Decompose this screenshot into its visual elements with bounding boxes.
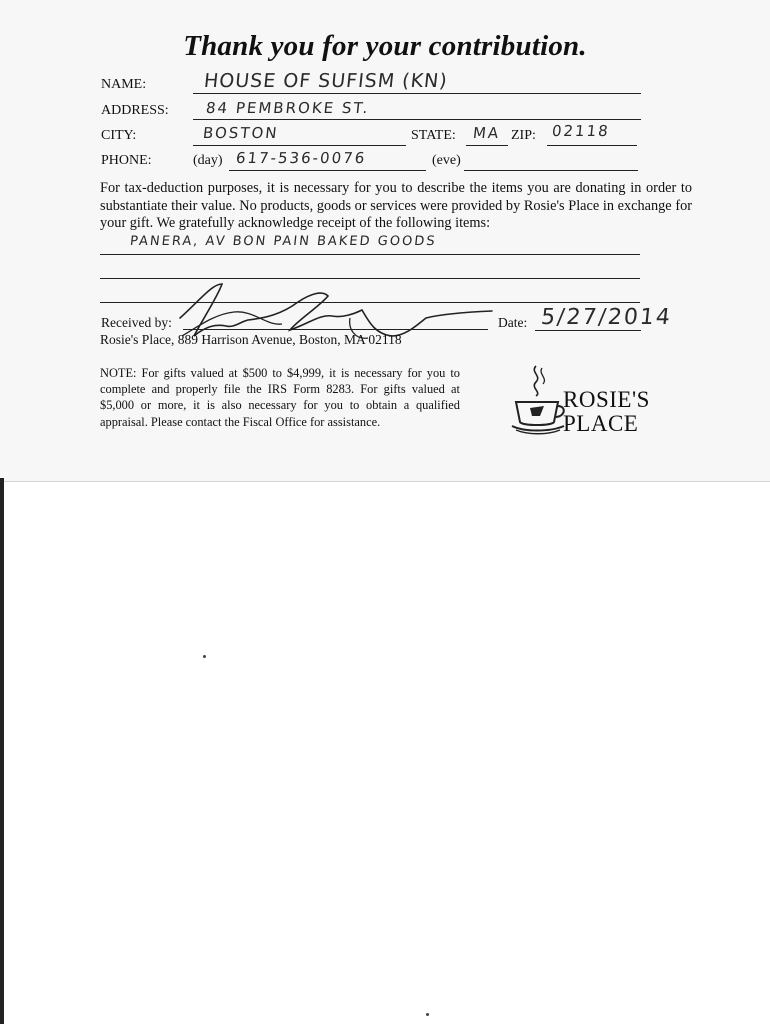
phone-day-label: (day) <box>193 153 223 168</box>
items-line-1 <box>100 254 640 255</box>
name-label: NAME: <box>101 77 147 92</box>
items-value: PANERA, AV BON PAIN BAKED GOODS <box>129 234 438 249</box>
phone-day-value: 617-536-0076 <box>235 149 368 167</box>
date-value: 5/27/2014 <box>539 305 674 330</box>
city-underline <box>193 145 406 146</box>
name-underline <box>193 93 641 94</box>
tax-deduction-paragraph: For tax-deduction purposes, it is necessary for you to describe the items you are donating in order to substantiate their value. No products, goods or services were provided by Rosie's Place in exchange for your gift. We gratefully acknowledge receipt of the following items: <box>100 180 692 231</box>
address-line: Rosie's Place, 889 Harrison Avenue, Boston, MA 02118 <box>100 332 402 347</box>
phone-day-underline <box>229 170 426 171</box>
coffee-cup-icon <box>508 362 566 436</box>
logo-text-line-1: ROSIE'S <box>563 387 650 412</box>
logo-text-line-2: PLACE <box>563 411 639 436</box>
state-underline <box>466 145 508 146</box>
address-value: 84 PEMBROKE ST. <box>205 99 371 117</box>
page-title: Thank you for your contribution. <box>183 30 587 62</box>
date-underline <box>535 330 641 331</box>
scan-speck <box>426 1013 429 1016</box>
page-edge-shadow <box>0 478 4 1024</box>
name-value: HOUSE OF SUFISM (KN) <box>202 70 449 92</box>
scan-speck <box>203 655 206 658</box>
zip-label: ZIP: <box>511 128 536 143</box>
zip-underline <box>547 145 637 146</box>
phone-eve-underline <box>464 170 638 171</box>
phone-label: PHONE: <box>101 153 152 168</box>
city-value: BOSTON <box>202 124 280 142</box>
address-label: ADDRESS: <box>101 103 169 118</box>
state-value: MA <box>472 124 502 142</box>
address-underline <box>193 119 641 120</box>
received-by-label: Received by: <box>101 315 172 330</box>
state-label: STATE: <box>411 128 456 143</box>
city-label: CITY: <box>101 128 137 143</box>
donation-receipt <box>0 0 770 482</box>
phone-eve-label: (eve) <box>432 153 461 168</box>
irs-note: NOTE: For gifts valued at $500 to $4,999, it is necessary for you to complete and properly file the IRS Form 8283. For gifts valued at $5,000 or more, it is also necessary for you to obtain a qualified appraisal. Please contact the Fiscal Office for assistance. <box>100 366 460 429</box>
date-label: Date: <box>498 315 528 330</box>
zip-value: 02118 <box>551 122 611 140</box>
